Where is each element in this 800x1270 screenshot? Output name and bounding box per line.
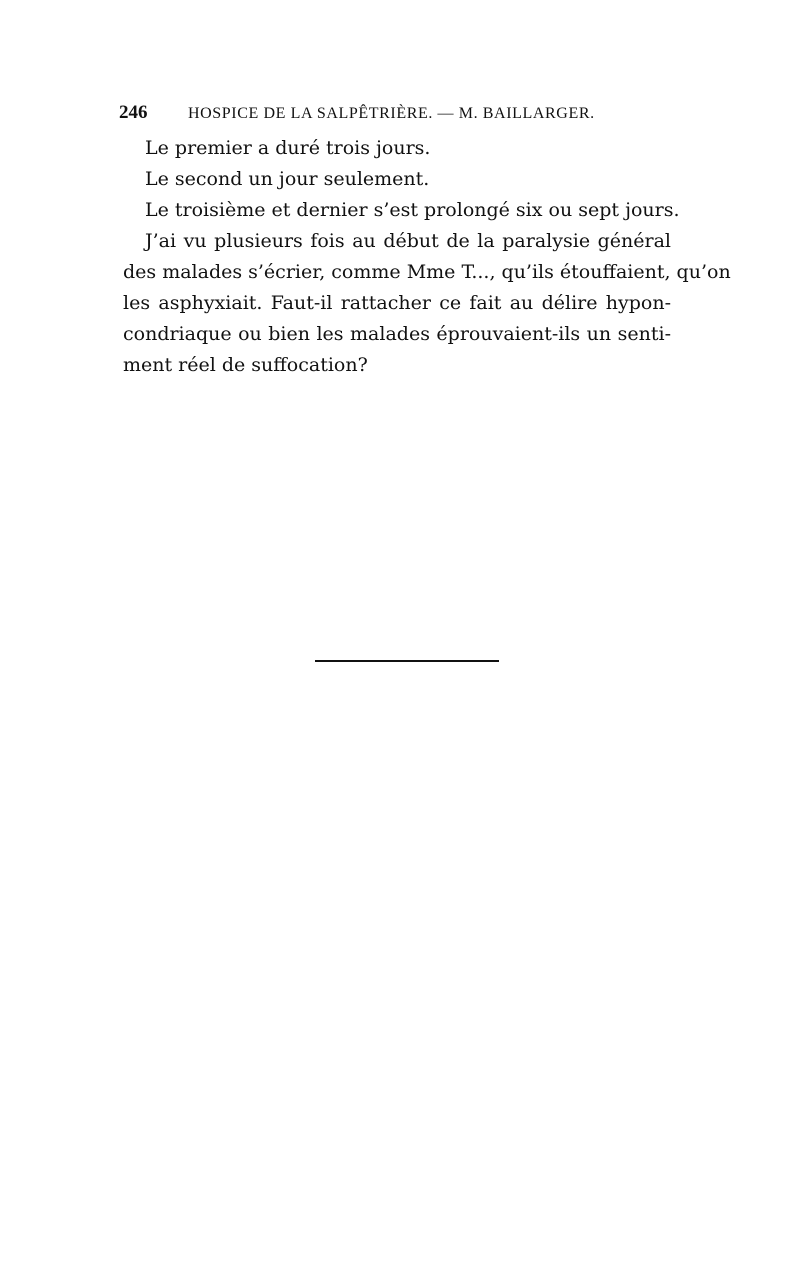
section-end-rule [315, 660, 499, 662]
text-line: Le troisième et dernier s’est prolongé six ou sept jours. [145, 199, 680, 221]
text-line: Le second un jour seulement. [145, 168, 430, 190]
text-line: des malades s’écrier, comme Mme T..., qu’ils étouffaient, qu’on [123, 261, 731, 283]
text-line: les asphyxiait. Faut-il rattacher ce fait au délire hypon- [123, 292, 671, 314]
text-line: J’ai vu plusieurs fois au début de la paralysie général [145, 230, 671, 252]
running-title: HOSPICE DE LA SALPÊTRIÈRE. — M. BAILLARGER. [188, 105, 595, 122]
running-head [119, 101, 619, 125]
page-number: 246 [119, 102, 148, 123]
text-line: ment réel de suffocation? [123, 354, 368, 376]
body-text [123, 133, 731, 381]
text-line: Le premier a duré trois jours. [145, 137, 431, 159]
text-line: condriaque ou bien les malades éprouvaient-ils un senti- [123, 323, 671, 345]
